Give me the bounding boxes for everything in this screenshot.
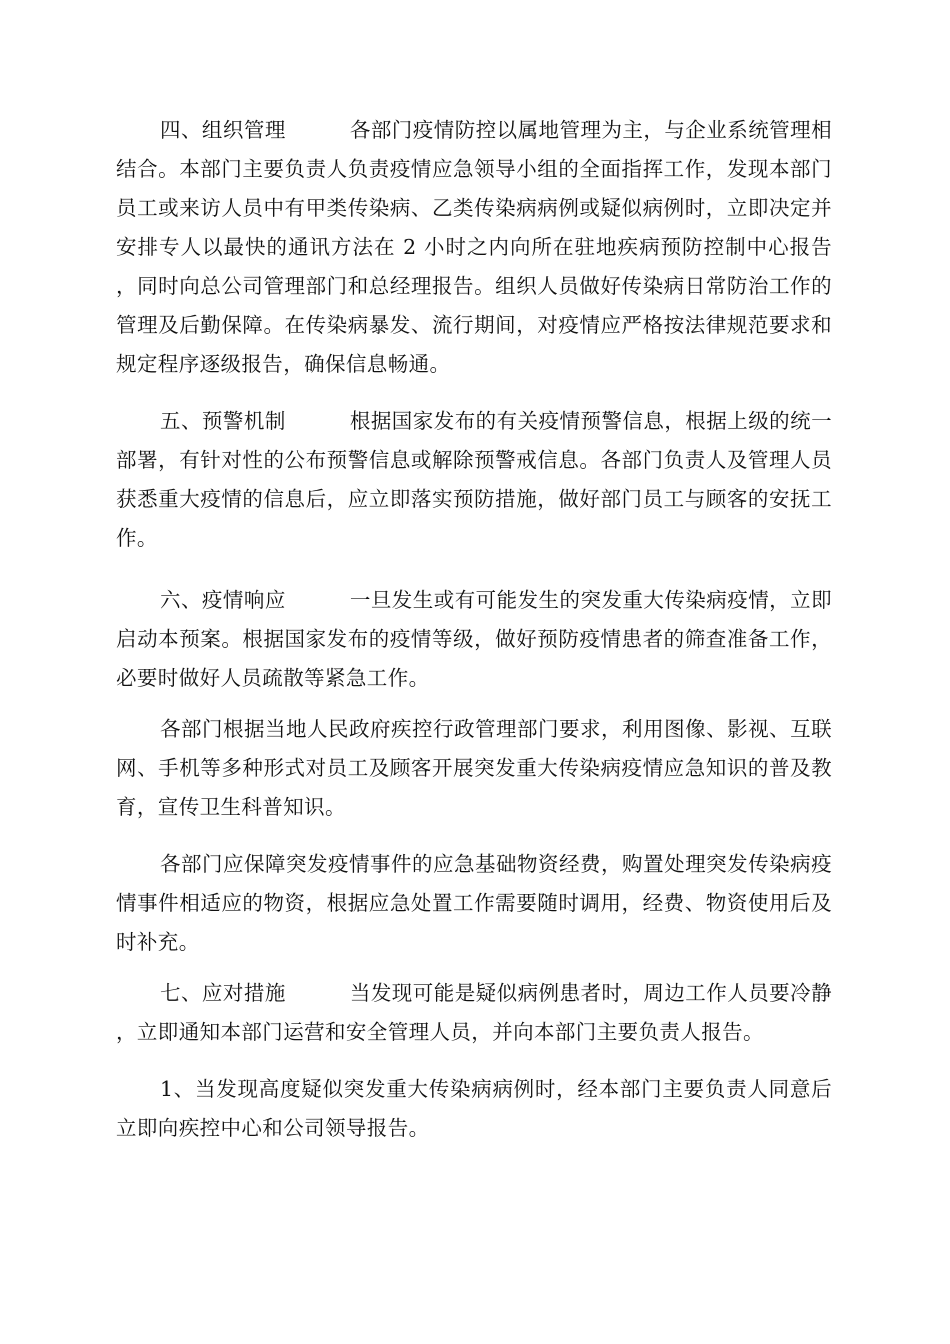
paragraph-education: 各部门根据当地人民政府疾控行政管理部门要求，利用图像、影视、互联网、手机等多种形式对员工及顾客开展突发重大传染病疫情应急知识的普及教育，宣传卫生科普知识。: [116, 717, 832, 819]
section-text: 当发现可能是疑似病例患者时，周边工作人员要冷静，立即通知本部门运营和安全管理人员，并向本部门主要负责人报告。: [116, 981, 832, 1044]
section-text: 各部门疫情防控以属地管理为主，与企业系统管理相结合。本部门主要负责人负责疫情应急领导小组的全面指挥工作，发现本部门员工或来访人员中有甲类传染病、乙类传染病病例或疑似病例时，立即决定并安排专人以最快的通讯方法在 2 小时之内向所在驻地疾病预防控制中心报告，同时向总公司管理部门和总经理报告。组织人员做好传染病日常防治工作的管理及后勤保障。在传染病暴发、流行期间，对疫情应严格按法律规范要求和规定程序逐级报告，确保信息畅通。: [116, 118, 832, 376]
section-countermeasures: [116, 974, 832, 1052]
section-text: 根据国家发布的有关疫情预警信息，根据上级的统一部署，有针对性的公布预警信息或解除预警戒信息。各部门负责人及管理人员获悉重大疫情的信息后，应立即落实预防措施，做好部门员工与顾客的安抚工作。: [116, 409, 832, 550]
section-text: 一旦发生或有可能发生的突发重大传染病疫情，立即启动本预案。根据国家发布的疫情等级，做好预防疫情患者的筛查准备工作，必要时做好人员疏散等紧急工作。: [116, 588, 832, 690]
section-heading: 四、组织管理: [160, 118, 286, 142]
document-body: [116, 111, 832, 1166]
section-early-warning: [116, 402, 832, 558]
section-heading: 七、应对措施: [160, 981, 286, 1005]
paragraph-supplies: 各部门应保障突发疫情事件的应急基础物资经费，购置处理突发传染病疫情事件相适应的物资，根据应急处置工作需要随时调用，经费、物资使用后及时补充。: [116, 852, 832, 954]
section-heading: 六、疫情响应: [160, 588, 286, 612]
section-epidemic-response: [116, 581, 832, 698]
section-heading: 五、预警机制: [160, 409, 286, 433]
list-item-1: 1、当发现高度疑似突发重大传染病病例时，经本部门主要负责人同意后立即向疾控中心和公司领导报告。: [116, 1077, 832, 1140]
section-organization: [116, 111, 832, 384]
